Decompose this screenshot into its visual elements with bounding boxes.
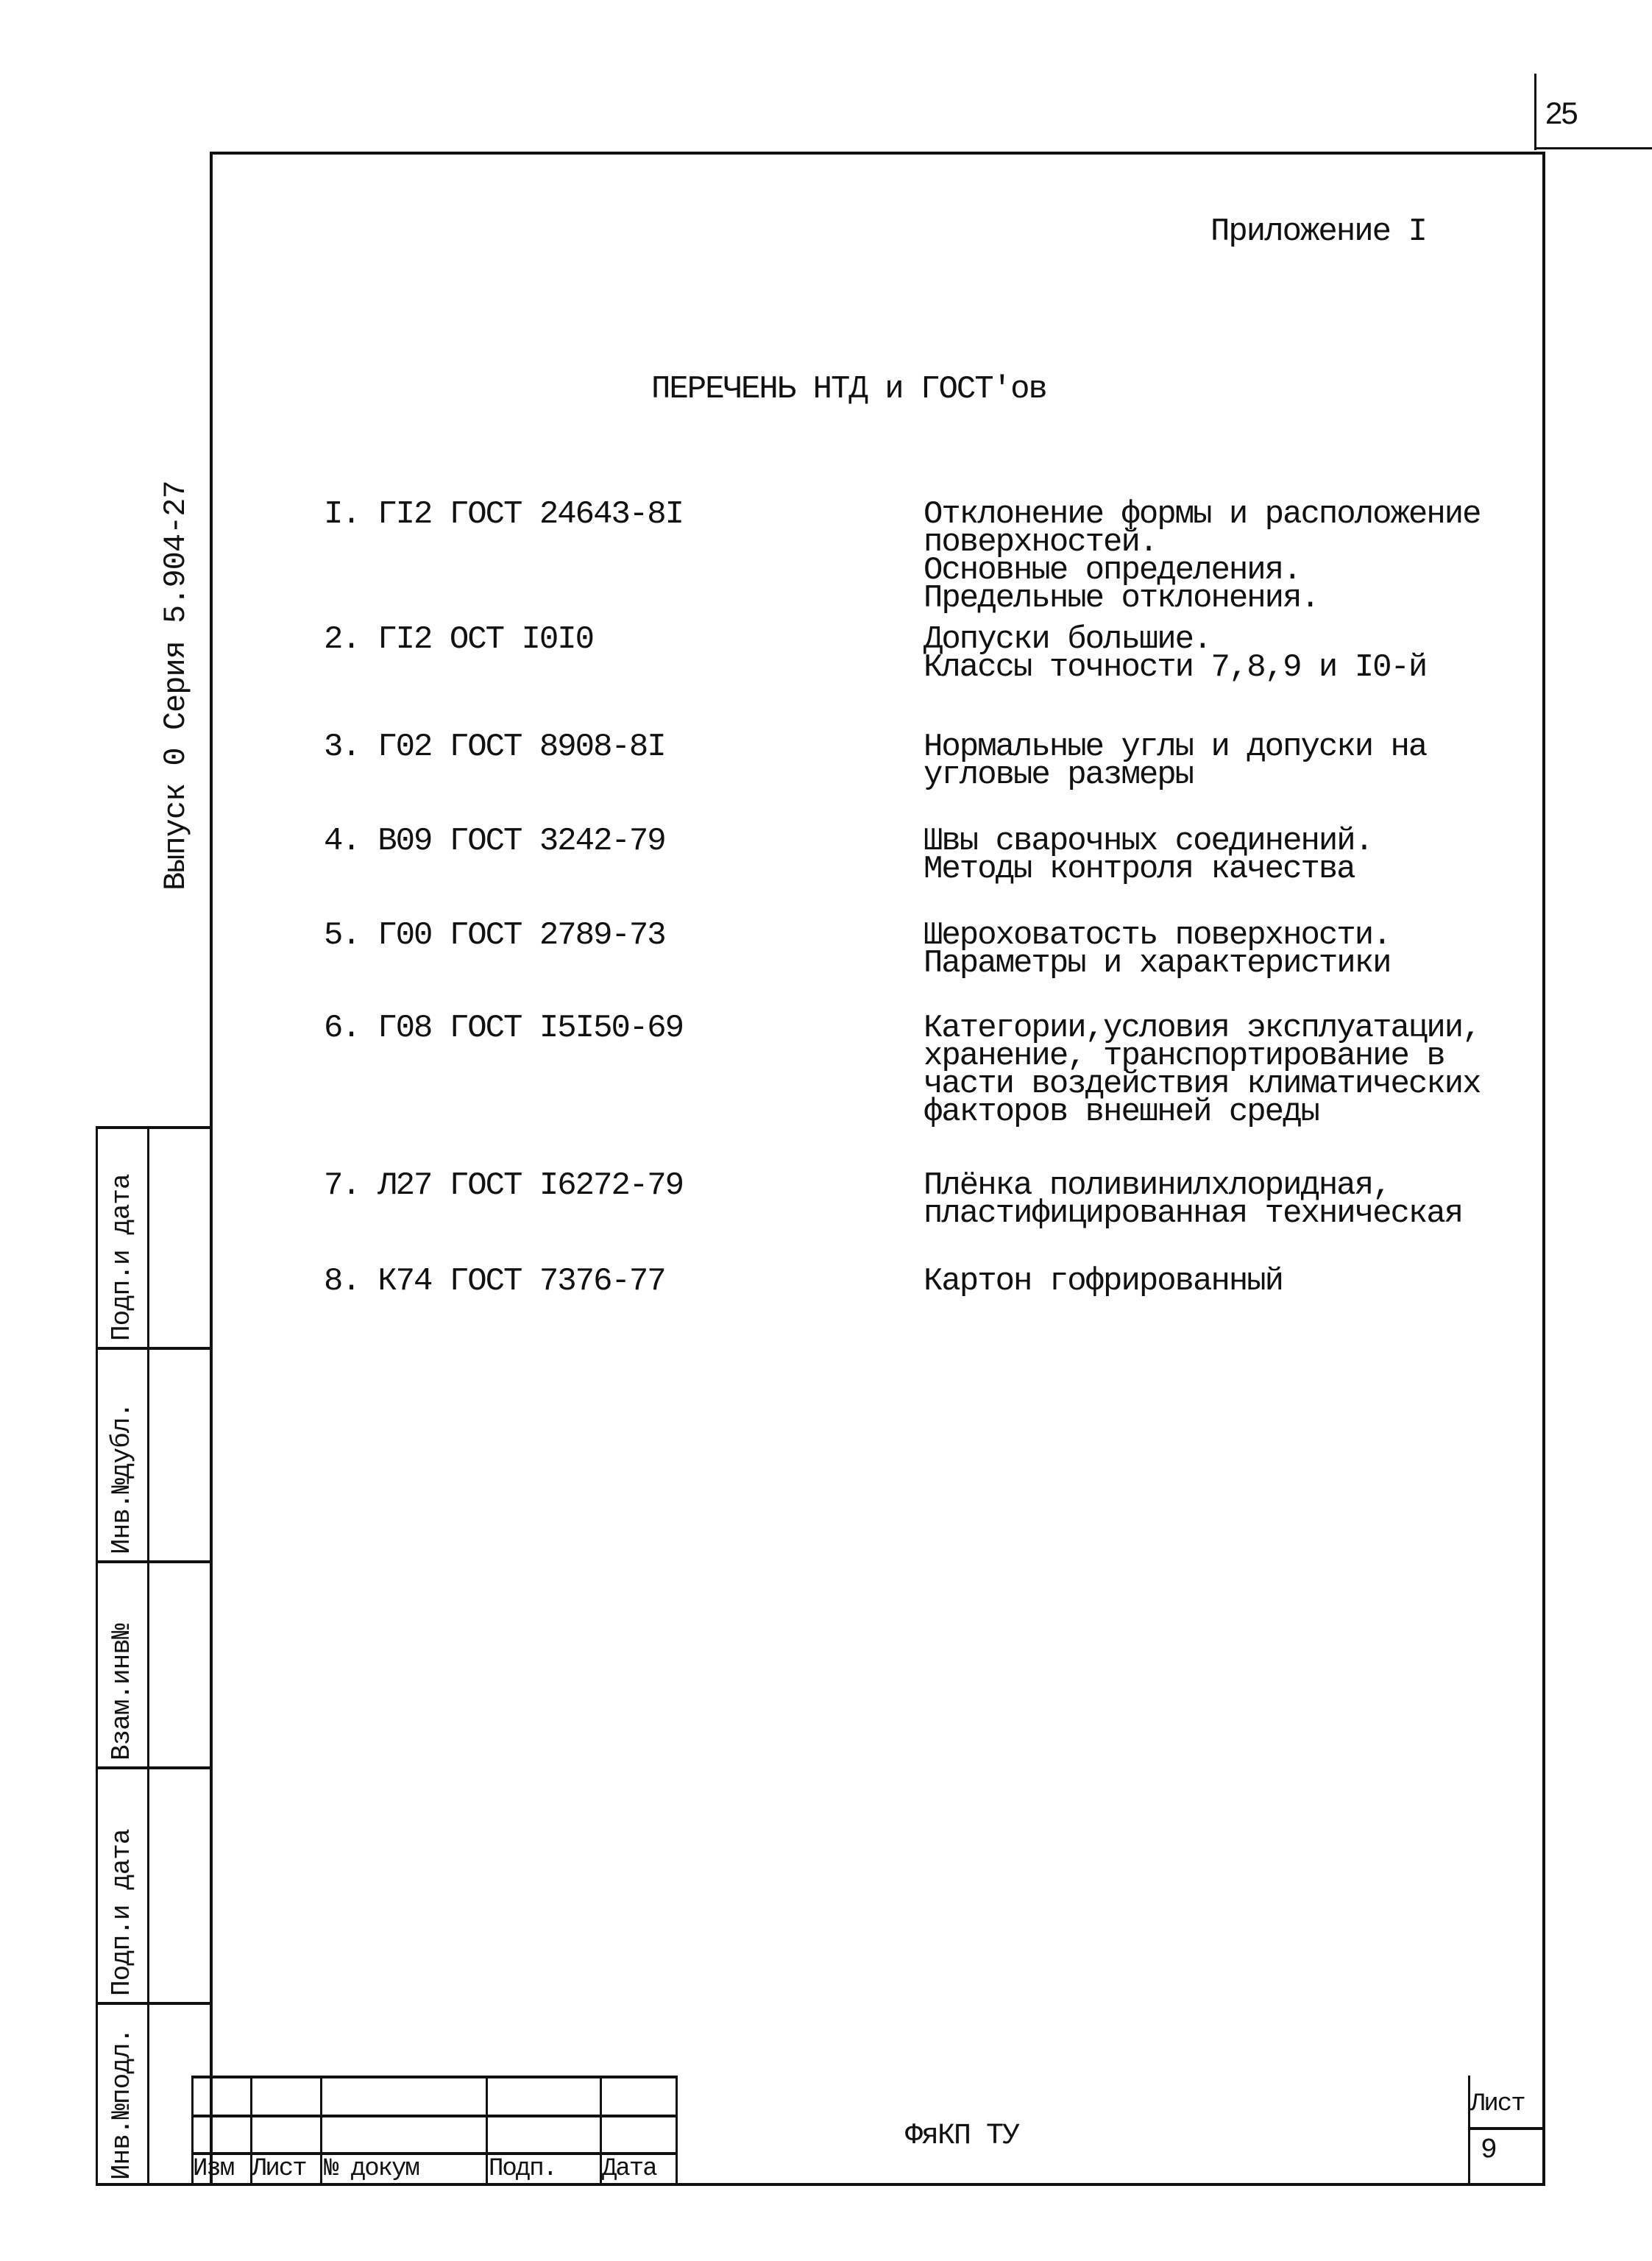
page-number-underline	[1534, 147, 1652, 149]
page-title: ПЕРЕЧЕНЬ НТД и ГОСТ'ов	[651, 371, 1046, 408]
page-number: 25	[1545, 96, 1577, 130]
item-desc: Категории,условия эксплуатации, хранение, транспортирование в части воздействия климатических факторов внешней среды	[924, 1010, 1481, 1130]
item-desc: Швы сварочных соединений. Методы контроля качества	[924, 823, 1373, 888]
item-desc: Допуски большие. Классы точности 7,8,9 и I0-й	[924, 621, 1427, 686]
title-block-col	[320, 2076, 322, 2186]
side-stamp-line	[96, 1126, 210, 1129]
sheet-number: 9	[1481, 2134, 1496, 2166]
item-desc: Шероховатость поверхности. Параметры и характеристики	[924, 917, 1391, 982]
side-stamp-label: Подп.и дата	[107, 1174, 137, 1341]
item-code: 3. Г02 ГОСТ 8908-8I	[324, 729, 665, 765]
item-code: I. ГI2 ГОСТ 24643-8I	[324, 496, 684, 533]
side-stamp-line	[96, 2002, 210, 2005]
sheet-label: Лист	[1470, 2090, 1525, 2118]
item-code: 5. Г00 ГОСТ 2789-73	[324, 917, 665, 954]
header-list: Лист	[252, 2155, 306, 2183]
item-desc: Картон гофрированный	[924, 1263, 1283, 1300]
title-block-line	[191, 2115, 677, 2117]
title-block-line	[191, 2076, 677, 2078]
header-date: Дата	[602, 2155, 656, 2183]
page-number-divider	[1534, 74, 1536, 150]
title-block-col	[676, 2076, 678, 2186]
title-block-line	[1468, 2127, 1545, 2130]
header-izm: Изм	[193, 2155, 234, 2183]
item-code: 6. Г08 ГОСТ I5I50-69	[324, 1010, 684, 1047]
item-code: 7. Л27 ГОСТ I6272-79	[324, 1167, 684, 1204]
header-doc-number: № докум	[324, 2155, 419, 2183]
header-signature: Подп.	[489, 2155, 557, 2183]
side-stamp-border	[96, 1126, 98, 2186]
side-stamp-label: Инв.№дубл.	[107, 1402, 137, 1554]
document-designation: ФяКП ТУ	[905, 2120, 1019, 2153]
side-stamp-line	[96, 1347, 210, 1350]
side-stamp-label: Подп.и дата	[107, 1829, 137, 1996]
side-stamp-label: Инв.№подл.	[107, 2028, 137, 2180]
item-code: 2. ГI2 ОСТ I0I0	[324, 621, 594, 658]
item-code: 8. К74 ГОСТ 7376-77	[324, 1263, 665, 1300]
side-stamp-label: Взам.инв№	[107, 1624, 137, 1761]
item-desc: Плёнка поливинилхлоридная, пластифицированная техническая	[924, 1167, 1463, 1232]
title-block-col	[486, 2076, 488, 2186]
item-code: 4. В09 ГОСТ 3242-79	[324, 823, 665, 860]
side-stamp-divider	[147, 1126, 149, 2186]
series-label: Выпуск 0 Серия 5.904-27	[158, 481, 194, 891]
item-desc: Нормальные углы и допуски на угловые размеры	[924, 729, 1427, 793]
side-stamp-line	[96, 2183, 213, 2186]
item-desc: Отклонение формы и расположение поверхностей. Основные определения. Предельные отклонения.	[924, 496, 1481, 617]
side-stamp-line	[96, 1766, 210, 1769]
appendix-label: Приложение I	[1210, 213, 1426, 250]
side-stamp-line	[96, 1560, 210, 1563]
